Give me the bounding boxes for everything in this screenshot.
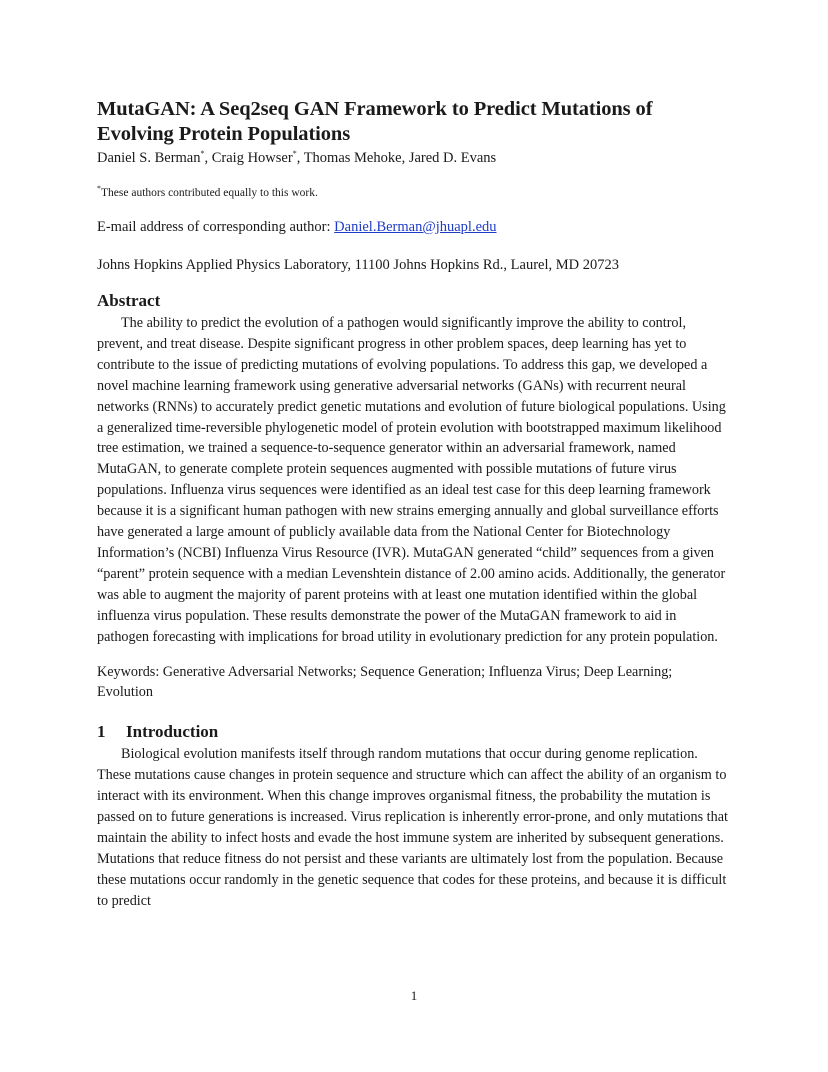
keywords: Keywords: Generative Adversarial Networks; Sequence Generation; Influenza Virus; Deep Learning; Evolution (97, 663, 673, 701)
email-label: E-mail address of corresponding author: (97, 219, 335, 235)
author-separator: , (401, 150, 409, 166)
abstract-text: The ability to predict the evolution of a pathogen would significantly improve the ability to control, prevent, and treat disease. Despite significant progress in other problem spaces, deep learning has yet to contribute to the issue of predicting mutations of evolving populations. To address this gap, we developed a novel machine learning framework using generative adversarial networks (GANs) with recurrent neural networks (RNNs) to accurately predict genetic mutations and evolution of future biological populations. Using a generalized time-reversible phylogenetic model of protein evolution with bootstrapped maximum likelihood tree estimation, we trained a sequence-to-sequence generator within an adversarial framework, named MutaGAN, to generate complete protein sequences augmented with possible mutations of future virus populations. Influenza virus sequences were identified as an ideal test case for this deep learning framework because it is a significant human pathogen with new strains emerging annually and global surveillance efforts have generated a large amount of publicly available data from the National Center for Biotechnology Information’s (NCBI) Influenza Virus Resource (IVR). MutaGAN generated “child” sequences from a given “parent” protein sequence with a median Levenshtein distance of 2.00 amino acids. Additionally, the generator was able to augment the majority of parent proteins with at least one mutation identified within the global influenza virus population. These results demonstrate the power of the MutaGAN framework to aid in pathogen forecasting with implications for broad utility in evolutionary prediction for any protein population. (97, 315, 726, 645)
abstract-heading: Abstract (97, 291, 161, 310)
author-name: Jared D. Evans (408, 150, 497, 166)
page-number: 1 (410, 988, 418, 1003)
author-name: Daniel S. Berman (97, 150, 201, 166)
author-separator: , (296, 150, 304, 166)
author-separator: , (204, 150, 212, 166)
email-link[interactable]: Daniel.Berman@jhuapl.edu (334, 219, 497, 235)
note-text: These authors contributed equally to this work. (101, 187, 318, 199)
page-content (97, 97, 731, 912)
contribution-note (97, 185, 731, 201)
section-number: 1 (97, 722, 106, 742)
author-name: Craig Howser (211, 150, 293, 166)
author-name: Thomas Mehoke (303, 150, 402, 166)
section-title: Introduction (126, 722, 219, 742)
author-list (97, 148, 731, 168)
note-mark: * (97, 184, 101, 194)
equal-contribution-mark: * (292, 149, 297, 159)
corresponding-author-line (97, 217, 731, 237)
affiliation: Johns Hopkins Applied Physics Laboratory, 11100 Johns Hopkins Rd., Laurel, MD 20723 (97, 257, 619, 273)
equal-contribution-mark: * (200, 149, 205, 159)
section-heading-introduction (97, 721, 731, 743)
paper-title: MutaGAN: A Seq2seq GAN Framework to Predict Mutations of Evolving Protein Populations (97, 98, 653, 145)
introduction-text: Biological evolution manifests itself through random mutations that occur during genome replication. These mutations cause changes in protein sequence and structure which can affect the ability of an organism to interact with its environment. When this change improves organismal fitness, the probability the mutation is passed on to future generations is increased. Virus replication is inherently error-prone, and only mutations that maintain the ability to infect hosts and evade the host immune system are inherited by subsequent generations. Mutations that reduce fitness do not persist and these variants are ultimately lost from the population. Because these mutations occur randomly in the genetic sequence that codes for these proteins, and because it is difficult to predict (97, 746, 728, 909)
